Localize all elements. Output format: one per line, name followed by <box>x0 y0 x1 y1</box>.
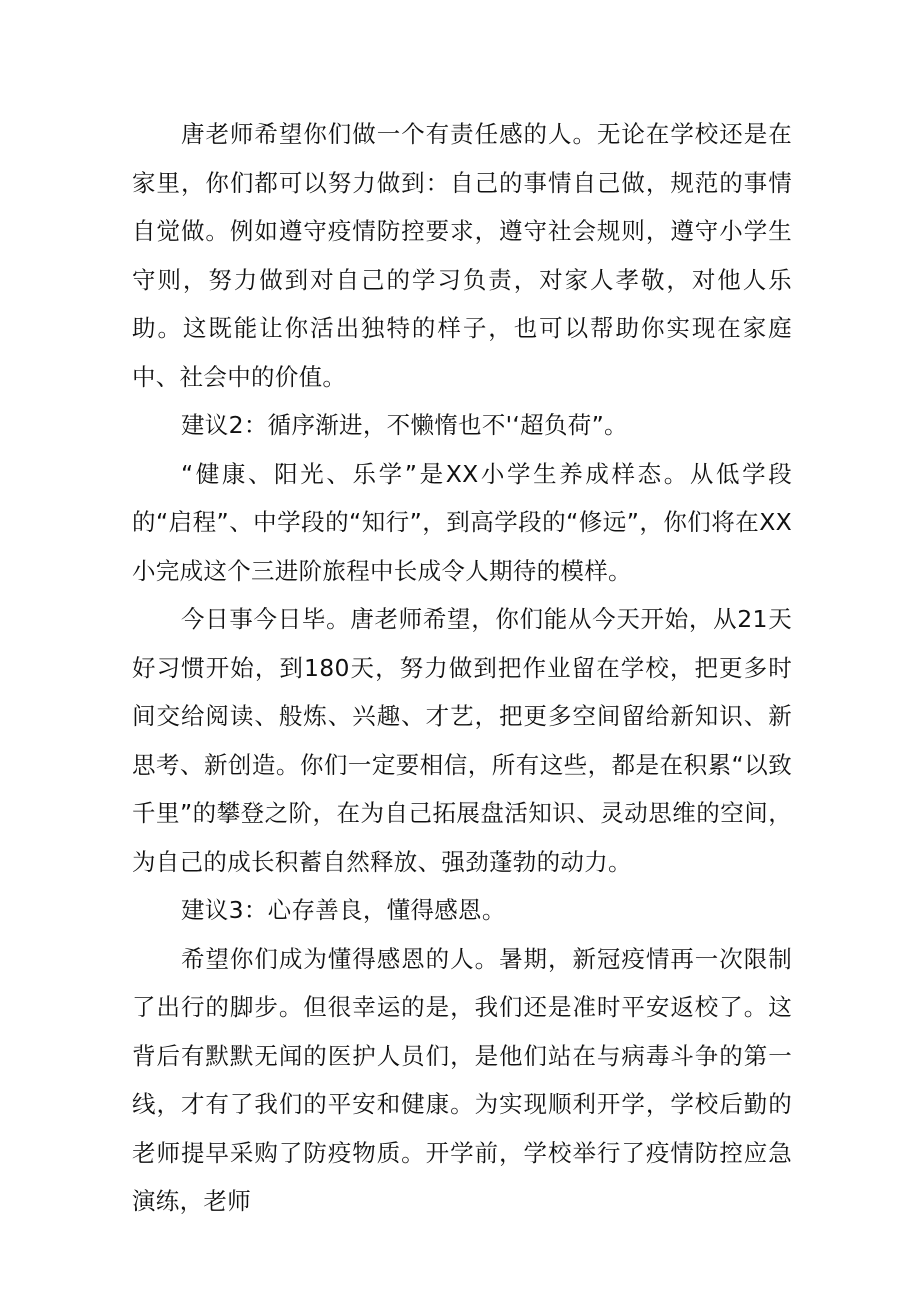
document-body <box>132 110 792 1226</box>
paragraph-gratitude: 希望你们成为懂得感恩的人。暑期，新冠疫情再一次限制了出行的脚步。但很幸运的是，我们还是准时平安返校了。这背后有默默无闻的医护人员们，是他们站在与病毒斗争的第一线，才有了我们的平安和健康。为实现顺利开学，学校后勤的老师提早采购了防疫物质。开学前，学校举行了疫情防控应急演练，老师 <box>132 944 792 1215</box>
paragraph-suggestion-2-heading: 建议2：循序渐进，不懒惰也不'‘超负荷”。 <box>181 411 628 439</box>
paragraph-suggestion-3-heading: 建议3：心存善良，懂得感恩。 <box>181 896 506 924</box>
paragraph-daily-tasks: 今日事今日毕。唐老师希望，你们能从今天开始，从21天好习惯开始，到180天，努力做到把作业留在学校，把更多时间交给阅读、般炼、兴趣、才艺，把更多空间留给新知识、新思考、新创造。你们一定要相信，所有这些，都是在积累“以致千里”的攀登之阶，在为自己拓展盘活知识、灵动思维的空间，为自己的成长积蓄自然释放、强劲蓬勃的动力。 <box>132 605 792 876</box>
paragraph-growth-stages: “健康、阳光、乐学”是XX小学生养成样态。从低学段的“启程”、中学段的“知行”，到高学段的“修远”，你们将在XX小完成这个三进阶旅程中长成令人期待的模样。 <box>132 459 792 585</box>
paragraph-responsibility: 唐老师希望你们做一个有责任感的人。无论在学校还是在家里，你们都可以努力做到：自己的事情自己做，规范的事情自觉做。例如遵守疫情防控要求，遵守社会规则，遵守小学生守则，努力做到对自己的学习负责，对家人孝敬，对他人乐助。这既能让你活出独特的样子，也可以帮助你实现在家庭中、社会中的价值。 <box>132 120 792 391</box>
